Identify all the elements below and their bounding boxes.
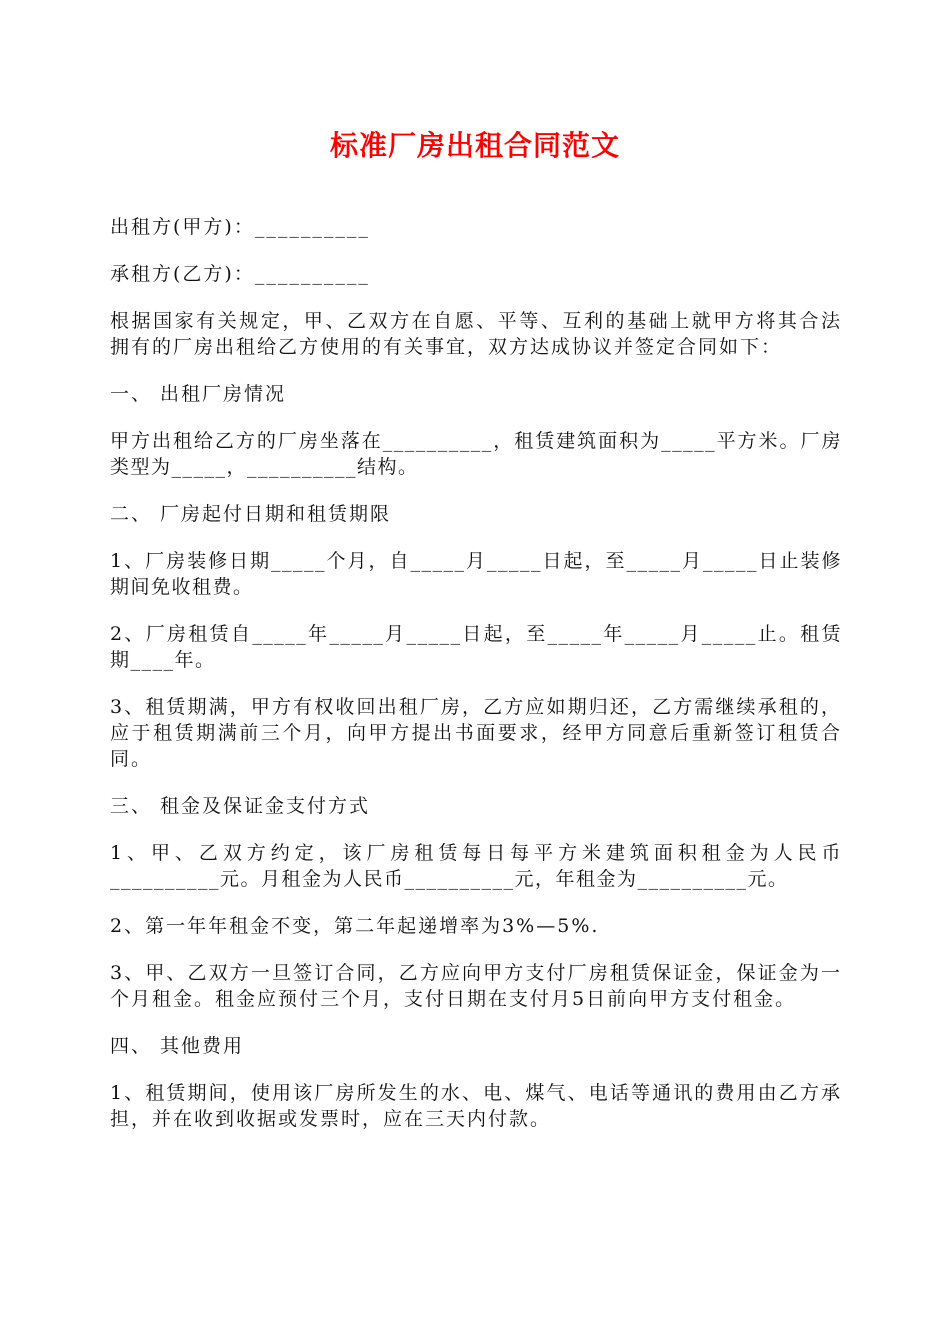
document-body [110,214,842,1153]
section-1-paragraph: 甲方出租给乙方的厂房坐落在__________，租赁建筑面积为_____平方米。厂房类型为_____，__________结构。 [110,430,842,478]
document-title: 标准厂房出租合同范文 [329,129,620,162]
lessor-line: 出租方(甲方)：__________ [110,216,370,238]
section-4-item-1: 1、租赁期间，使用该厂房所发生的水、电、煤气、电话等通讯的费用由乙方承担，并在收到收据或发票时，应在三天内付款。 [110,1082,842,1130]
section-2-item-2: 2、厂房租赁自_____年_____月_____日起，至_____年_____月_____止。租赁期____年。 [110,623,842,671]
section-heading-4: 四、 其他费用 [110,1035,245,1057]
section-3-item-2: 2、第一年年租金不变，第二年起递增率为3%—5%. [110,915,600,937]
section-heading-1: 一、 出租厂房情况 [110,383,287,405]
preamble-paragraph: 根据国家有关规定，甲、乙双方在自愿、平等、互利的基础上就甲方将其合法拥有的厂房出租给乙方使用的有关事宜，双方达成协议并签定合同如下： [110,310,842,358]
section-2-item-3: 3、租赁期满，甲方有权收回出租厂房，乙方应如期归还，乙方需继续承租的，应于租赁期满前三个月，向甲方提出书面要求，经甲方同意后重新签订租赁合同。 [110,696,842,770]
section-heading-3: 三、 租金及保证金支付方式 [110,795,371,817]
lessee-line: 承租方(乙方)：__________ [110,263,370,285]
section-heading-2: 二、 厂房起付日期和租赁期限 [110,503,392,525]
section-2-item-1: 1、厂房装修日期_____个月，自_____月_____日起，至_____月_____日止装修期间免收租费。 [110,550,842,598]
section-3-item-3: 3、甲、乙双方一旦签订合同，乙方应向甲方支付厂房租赁保证金，保证金为一个月租金。租金应预付三个月，支付日期在支付月5日前向甲方支付租金。 [110,962,842,1010]
section-3-item-1: 1、甲、乙双方约定，该厂房租赁每日每平方米建筑面积租金为人民币__________元。月租金为人民币__________元，年租金为__________元。 [110,842,842,890]
